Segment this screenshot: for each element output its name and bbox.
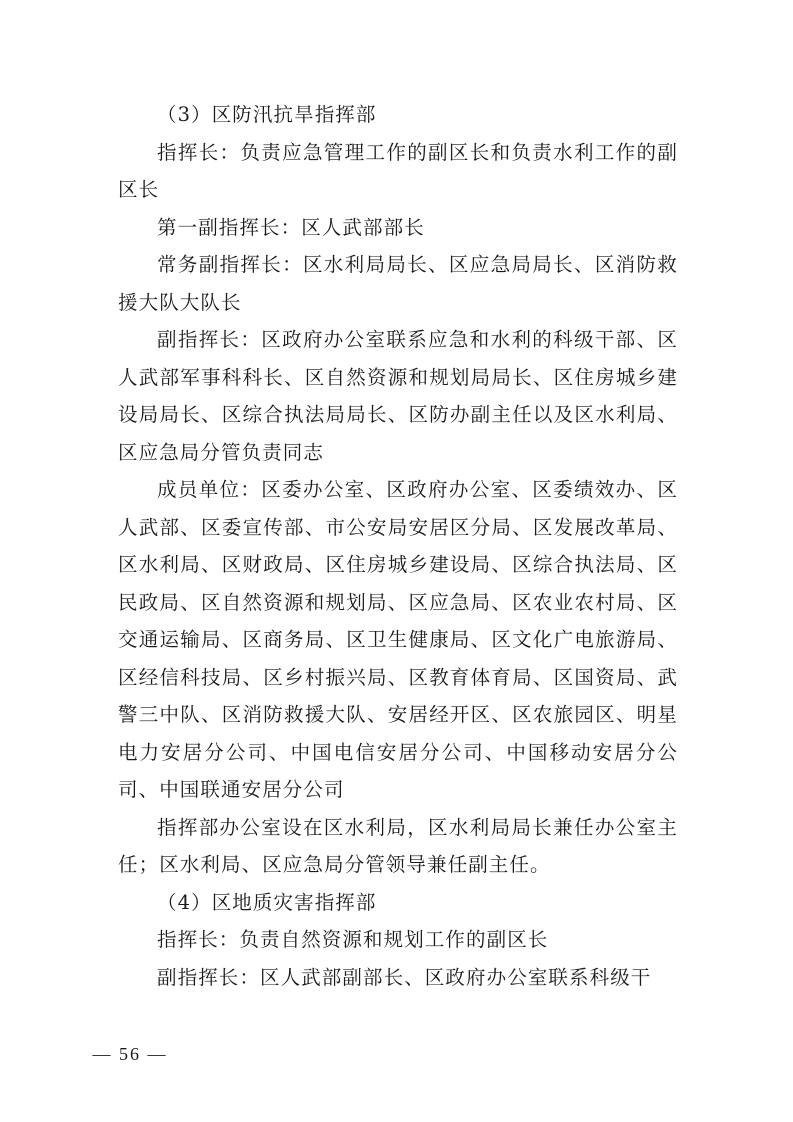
- section-heading-geological-disaster: （4）区地质灾害指挥部: [157, 890, 377, 914]
- paragraph-geo-deputy-commanders: 副指挥长：区人武部副部长、区政府办公室联系科级干: [157, 965, 652, 989]
- paragraph-member-units: 成员单位：区委办公室、区政府办公室、区委绩效办、区人武部、区委宣传部、市公安局安居区分局、区发展改革局、区水利局、区财政局、区住房城乡建设局、区综合执法局、区民政局、区自然资源和规划局、区应急局、区农业农村局、区交通运输局、区商务局、区卫生健康局、区文化广电旅游局、区经信科技局、区乡村振兴局、区教育体育局、区国资局、武警三中队、区消防救援大队、安居经开区、区农旅园区、明星电力安居分公司、中国电信安居分公司、中国移动安居分公司、中国联通安居分公司: [118, 478, 678, 801]
- section-heading-flood-control: （3）区防汛抗旱指挥部: [157, 103, 377, 126]
- document-body: [118, 96, 678, 996]
- paragraph-command-office: 指挥部办公室设在区水利局，区水利局局长兼任办公室主任；区水利局、区应急局分管领导兼任副主任。: [118, 815, 678, 876]
- paragraph-commander: 指挥长：负责应急管理工作的副区长和负责水利工作的副区长: [118, 140, 678, 201]
- paragraph-geo-commander: 指挥长：负责自然资源和规划工作的副区长: [157, 928, 549, 951]
- page-number: — 56 —: [92, 1044, 168, 1064]
- paragraph-executive-deputy-commander: 常务副指挥长：区水利局局长、区应急局局长、区消防救援大队大队长: [118, 253, 678, 314]
- paragraph-first-deputy-commander: 第一副指挥长：区人武部部长: [157, 215, 425, 239]
- paragraph-deputy-commanders: 副指挥长：区政府办公室联系应急和水利的科级干部、区人武部军事科科长、区自然资源和规划局局长、区住房城乡建设局局长、区综合执法局局长、区防办副主任以及区水利局、区应急局分管负责同志: [118, 328, 678, 464]
